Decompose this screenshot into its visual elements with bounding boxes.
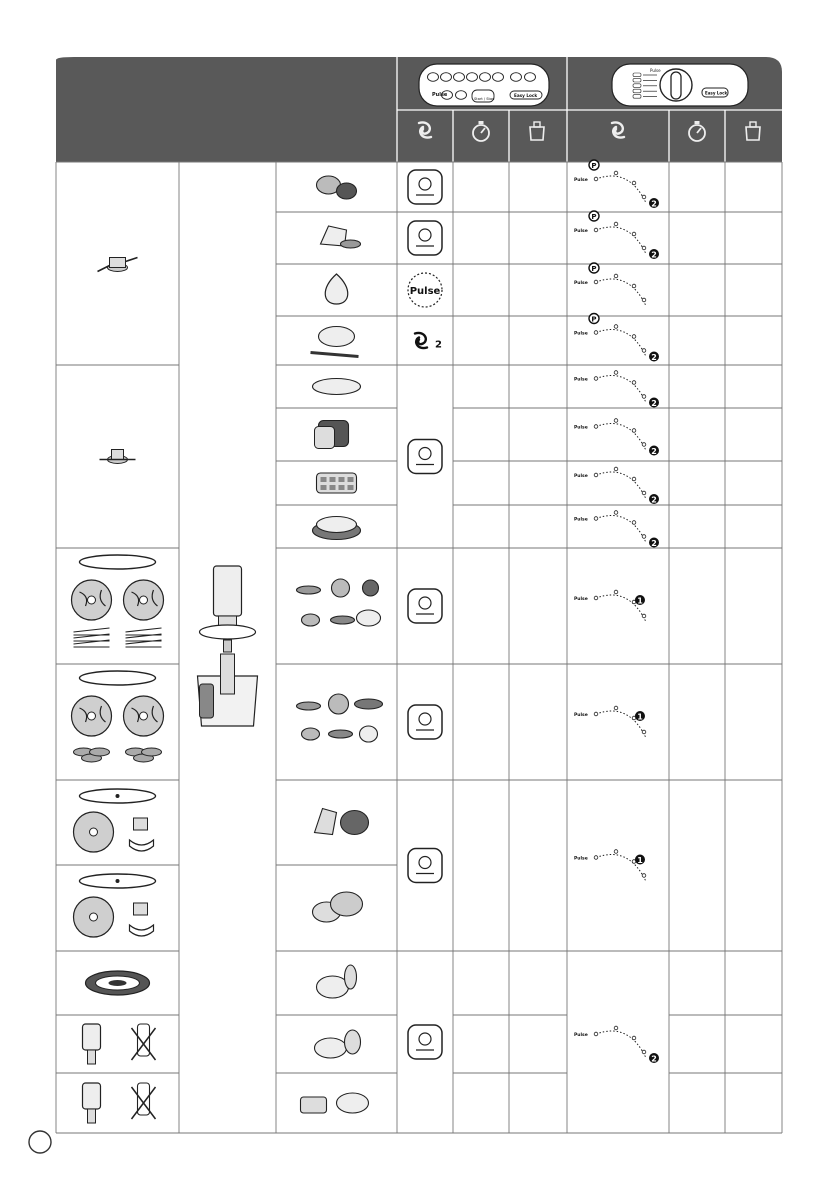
- button-control-panel: [419, 64, 549, 106]
- dial-pulse-text: Pulse: [574, 178, 588, 183]
- panel-button-6: [493, 73, 504, 82]
- nuts-meat-food-icon: [317, 176, 357, 199]
- chop-program-icon: [408, 221, 442, 255]
- potato-grater-tool-icon: [74, 874, 156, 937]
- start-stop-label: Start / Stop: [474, 97, 495, 101]
- dial-pulse-text: Pulse: [574, 856, 588, 862]
- dial-level-label: 2: [651, 353, 657, 362]
- dial-program-5: [633, 95, 641, 99]
- fine-grater-tool-icon: [74, 789, 156, 852]
- dial-setting-diagram: [574, 263, 646, 306]
- dial-pulse-text: Pulse: [574, 281, 588, 286]
- food-processor-illustration: [198, 566, 258, 726]
- speed-two-icon: [415, 333, 427, 348]
- grater-disc-tool-icon: [72, 555, 164, 647]
- panel-button-2: [441, 73, 452, 82]
- dial-program-4: [633, 89, 641, 93]
- dial-p-label: P: [591, 162, 597, 170]
- dial-level-label: 2: [651, 539, 657, 548]
- blender-a-tool-icon: [83, 1024, 156, 1064]
- panel-button-1: [428, 73, 439, 82]
- dial-level-label: 1: [637, 856, 643, 865]
- pulse-button-label: Pulse: [432, 92, 448, 98]
- dial-setting-diagram: [574, 160, 659, 209]
- dial-setting-diagram: [574, 467, 659, 504]
- dial-pulse-text: Pulse: [574, 1033, 588, 1038]
- dial-setting-diagram: [574, 850, 646, 882]
- egg-whites-food-icon: [301, 1093, 369, 1113]
- dial-pulse-text: Pulse: [574, 377, 588, 383]
- panel-button-8: [525, 73, 536, 82]
- dial-pulse-text: Pulse: [574, 517, 588, 523]
- dial-pulse-text: Pulse: [574, 425, 588, 431]
- dial-pulse-text: Pulse: [574, 474, 588, 479]
- onion-food-icon: [325, 274, 348, 304]
- easy-lock-label: Easy Lock: [514, 93, 538, 98]
- baguette-food-icon: [313, 379, 361, 395]
- dough-tool-icon: [100, 450, 136, 464]
- dial-pulse-text: Pulse: [574, 331, 588, 337]
- dial-p-label: P: [591, 315, 597, 324]
- bread-food-icon: [315, 421, 349, 449]
- panel-button-7: [511, 73, 522, 82]
- mayonnaise-food-icon: [317, 965, 357, 998]
- dial-pulse-label: Pulse: [650, 68, 661, 73]
- parmesan-food-icon: [315, 809, 369, 835]
- vegetables-grate-food-icon: [297, 579, 381, 626]
- dial-easy-lock-label: Easy Lock: [705, 90, 728, 96]
- dial-level-label: 2: [651, 495, 657, 505]
- panel-button-4: [467, 73, 478, 82]
- speed-two-label: 2: [435, 339, 442, 351]
- panel-speed-button-2: [456, 91, 467, 100]
- pulse-program-label: Pulse: [409, 286, 441, 297]
- potato-food-icon: [313, 892, 363, 922]
- dial-level-label: 2: [651, 447, 657, 456]
- dial-level-label: 1: [637, 596, 643, 606]
- dough-program-icon: [408, 440, 442, 474]
- vegetables-slice-food-icon: [297, 694, 383, 742]
- dial-pulse-text: Pulse: [574, 597, 588, 602]
- blender-b-tool-icon: [83, 1083, 156, 1123]
- dial-pulse-text: Pulse: [574, 229, 588, 234]
- dial-p-label: P: [591, 265, 597, 273]
- panel-button-5: [480, 73, 491, 82]
- whisk-program-icon: [408, 1025, 442, 1059]
- dial-setting-diagram: [574, 314, 659, 363]
- dial-pulse-text: Pulse: [574, 713, 588, 718]
- blade-tool-icon: [98, 258, 138, 272]
- soup-vegetables-food-icon: [311, 327, 359, 357]
- dial-setting-diagram: [574, 590, 646, 622]
- dial-setting-diagram: [574, 419, 659, 456]
- dial-level-label: 2: [651, 199, 657, 209]
- dial-program-2: [633, 78, 641, 82]
- dial-control-panel: [612, 64, 748, 106]
- dial-setting-diagram: [574, 1026, 659, 1063]
- dial-setting-diagram: [574, 211, 659, 260]
- emulsifier-tool-icon: [86, 971, 150, 995]
- dial-program-3: [633, 84, 641, 88]
- dial-level-label: 2: [651, 399, 657, 408]
- page-number-marker: [29, 1131, 51, 1153]
- cream-food-icon: [315, 1030, 361, 1058]
- dial-level-label: 1: [637, 712, 643, 722]
- dial-program-1: [633, 73, 641, 77]
- cheese-fish-food-icon: [321, 226, 361, 248]
- cake-food-icon: [313, 517, 361, 540]
- dial-p-label: P: [591, 213, 597, 221]
- slice-program-icon: [408, 705, 442, 739]
- slicer-disc-tool-icon: [72, 671, 164, 762]
- dial-setting-diagram: [574, 511, 659, 548]
- dial-setting-diagram: [574, 706, 646, 738]
- waffle-food-icon: [317, 473, 357, 493]
- grate-program-icon: [408, 589, 442, 623]
- chop-program-icon: [408, 170, 442, 204]
- panel-button-3: [454, 73, 465, 82]
- dial-setting-diagram: [574, 371, 659, 408]
- dial-level-label: 2: [651, 1054, 657, 1064]
- fine-grate-program-icon: [408, 849, 442, 883]
- dial-level-label: 2: [651, 250, 657, 260]
